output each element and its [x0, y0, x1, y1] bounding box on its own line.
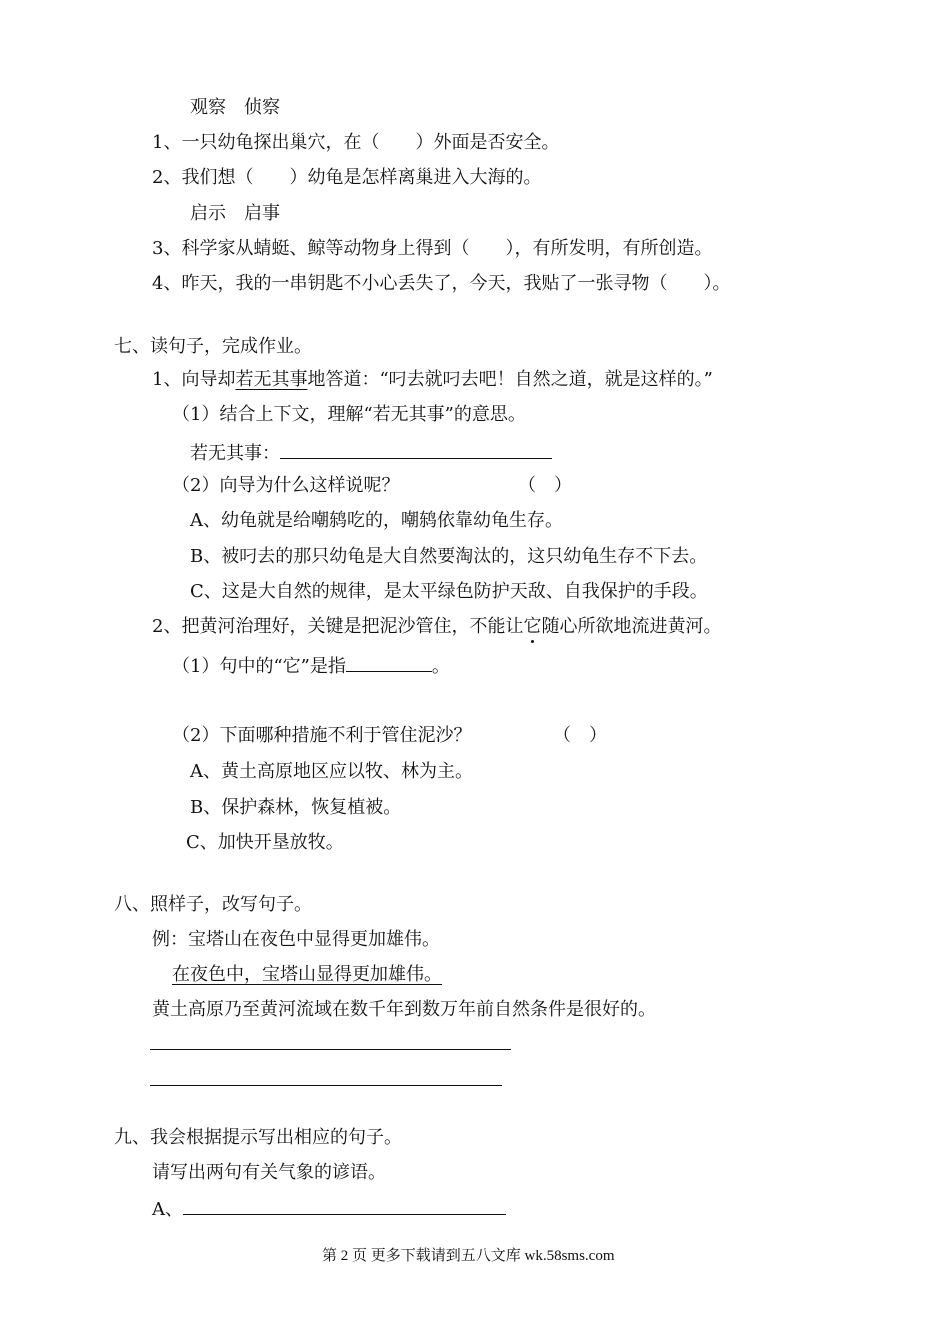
rewrite-answer-line-2[interactable]: [150, 1085, 502, 1086]
section-9-title: 九、我会根据提示写出相应的句子。: [114, 1127, 402, 1148]
page-footer: 第 2 页 更多下载请到五八文库 wk.58sms.com: [322, 1248, 615, 1264]
section-7-title: 七、读句子，完成作业。: [114, 336, 312, 357]
choice-paren-7-2-2[interactable]: （ ）: [553, 725, 607, 746]
option-7-1-a: A、幼龟就是给嘲鸫吃的，嘲鸫依靠幼龟生存。: [190, 510, 563, 531]
sentence-7-1: [152, 368, 713, 392]
example-answer: 在夜色中，宝塔山显得更加雄伟。: [172, 964, 442, 985]
option-7-1-c: C、这是大自然的规律，是太平绿色防护天敌、自我保护的手段。: [190, 581, 708, 602]
section-8-title: 八、照样子，改写句子。: [114, 894, 312, 915]
example-sentence: 例：宝塔山在夜色中显得更加雄伟。: [152, 929, 440, 950]
question-7-2-1-text: （1）句中的“它”是指: [172, 656, 346, 677]
answer-blank[interactable]: [346, 653, 432, 672]
proverb-prompt: 请写出两句有关气象的谚语。: [152, 1162, 386, 1183]
question-7-1-1: （1）结合上下文，理解“若无其事”的意思。: [172, 404, 526, 425]
rewrite-answer-line-1[interactable]: [150, 1049, 511, 1050]
answer-row-7-1-1: [190, 440, 552, 466]
sentence-7-2: [152, 615, 721, 639]
question-6-3: 3、科学家从蜻蜓、鲸等动物身上得到（ ），有所发明，有所创造。: [152, 238, 713, 259]
question-7-2-1-end: 。: [431, 656, 450, 677]
answer-row-7-2-1: [172, 653, 450, 679]
underlined-phrase: 若无其事: [235, 369, 308, 390]
answer-blank[interactable]: [183, 1196, 506, 1215]
option-7-1-b: B、被叼去的那只幼龟是大自然要淘汰的，这只幼龟生存不下去。: [190, 546, 708, 567]
question-7-1-2: （2）向导为什么这样说呢？: [172, 475, 400, 496]
sentence-7-1-pre: 1、向导却: [152, 369, 236, 390]
answer-label-a: A、: [152, 1199, 183, 1220]
meaning-label: 若无其事：: [190, 443, 280, 464]
option-7-2-b: B、保护森林，恢复植被。: [190, 797, 402, 818]
rewrite-prompt: 黄土高原乃至黄河流域在数千年到数万年前自然条件是很好的。: [152, 999, 656, 1020]
question-6-1: 1、一只幼龟探出巢穴，在（ ）外面是否安全。: [152, 132, 560, 153]
word-pair-2: 启示 启事: [190, 203, 280, 224]
answer-blank[interactable]: [280, 440, 552, 459]
word-pair-1: 观察 侦察: [190, 97, 280, 118]
emphasized-character: 它: [523, 616, 542, 637]
option-7-2-c: C、加快开垦放牧。: [186, 832, 344, 853]
option-7-2-a: A、黄土高原地区应以牧、林为主。: [190, 761, 473, 782]
question-6-4: 4、昨天，我的一串钥匙不小心丢失了，今天，我贴了一张寻物（ ）。: [152, 273, 731, 294]
choice-paren-7-1-2[interactable]: （ ）: [518, 475, 572, 496]
answer-row-9-a: [152, 1196, 506, 1222]
question-6-2: 2、我们想（ ）幼龟是怎样离巢进入大海的。: [152, 167, 542, 188]
sentence-7-2-pre: 2、把黄河治理好，关键是把泥沙管住，不能让: [152, 616, 524, 637]
sentence-7-1-post: 地答道：“叼去就叼去吧！自然之道，就是这样的。”: [307, 369, 713, 390]
sentence-7-2-post: 随心所欲地流进黄河。: [541, 616, 722, 637]
question-7-2-2: （2）下面哪种措施不利于管住泥沙？: [172, 725, 472, 746]
